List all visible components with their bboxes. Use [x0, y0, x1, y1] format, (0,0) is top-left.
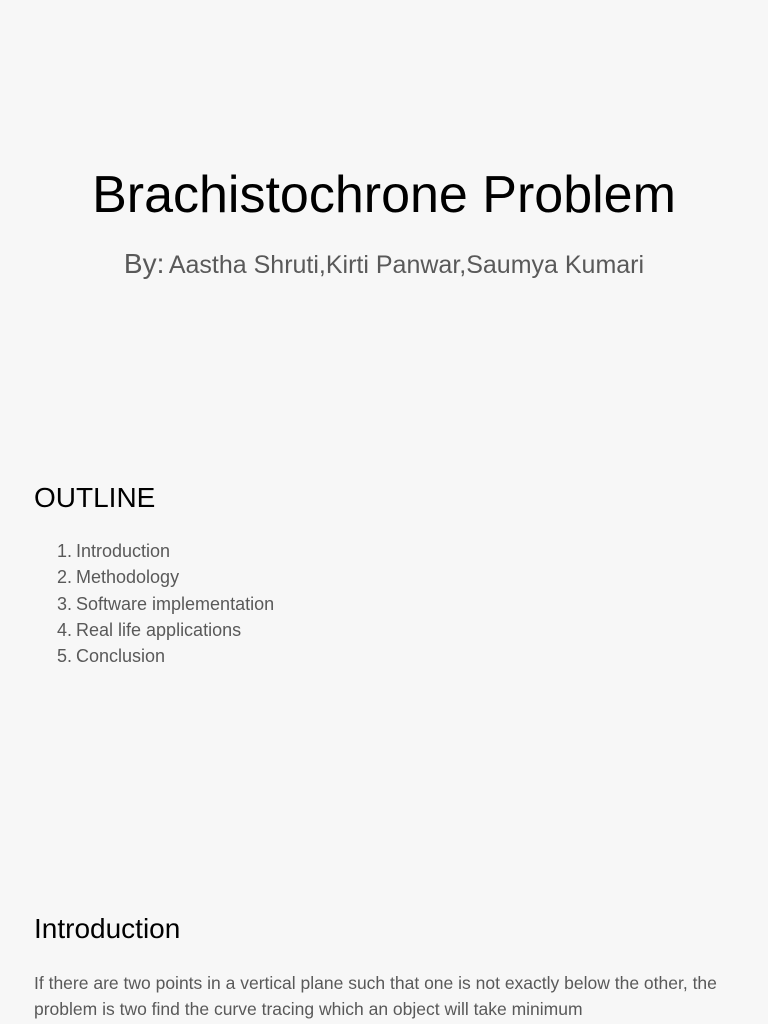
introduction-slide — [0, 868, 768, 1024]
by-label: By: — [123, 248, 165, 279]
list-item-number: 3. — [56, 593, 72, 614]
list-item-number: 4. — [56, 619, 72, 640]
list-item — [34, 538, 274, 564]
list-item-label: Methodology — [76, 567, 180, 588]
list-item-number: 1. — [56, 541, 72, 561]
outline-heading: OUTLINE — [34, 482, 156, 513]
introduction-body: If there are two points in a vertical plane such that one is not exactly below the other, the problem is two find the curve tracing which an object will take minimum — [34, 973, 717, 1019]
list-item-number: 5. — [56, 646, 72, 667]
authors-text: Aastha Shruti,Kirti Panwar,Saumya Kumari — [168, 251, 645, 279]
list-item — [34, 564, 274, 590]
list-item — [34, 643, 274, 669]
list-item-label: Software implementation — [76, 593, 275, 614]
byline — [0, 248, 768, 280]
list-item — [34, 617, 274, 643]
list-item-label: Real life applications — [76, 619, 242, 640]
title-slide — [0, 0, 768, 434]
outline-list — [34, 538, 274, 669]
list-item-label: Introduction — [76, 541, 171, 561]
list-item — [34, 591, 274, 617]
introduction-heading: Introduction — [34, 913, 181, 944]
presentation-title: Brachistochrone Problem — [92, 166, 676, 224]
list-item-number: 2. — [56, 567, 72, 588]
list-item-label: Conclusion — [76, 646, 166, 667]
outline-slide — [0, 434, 768, 868]
